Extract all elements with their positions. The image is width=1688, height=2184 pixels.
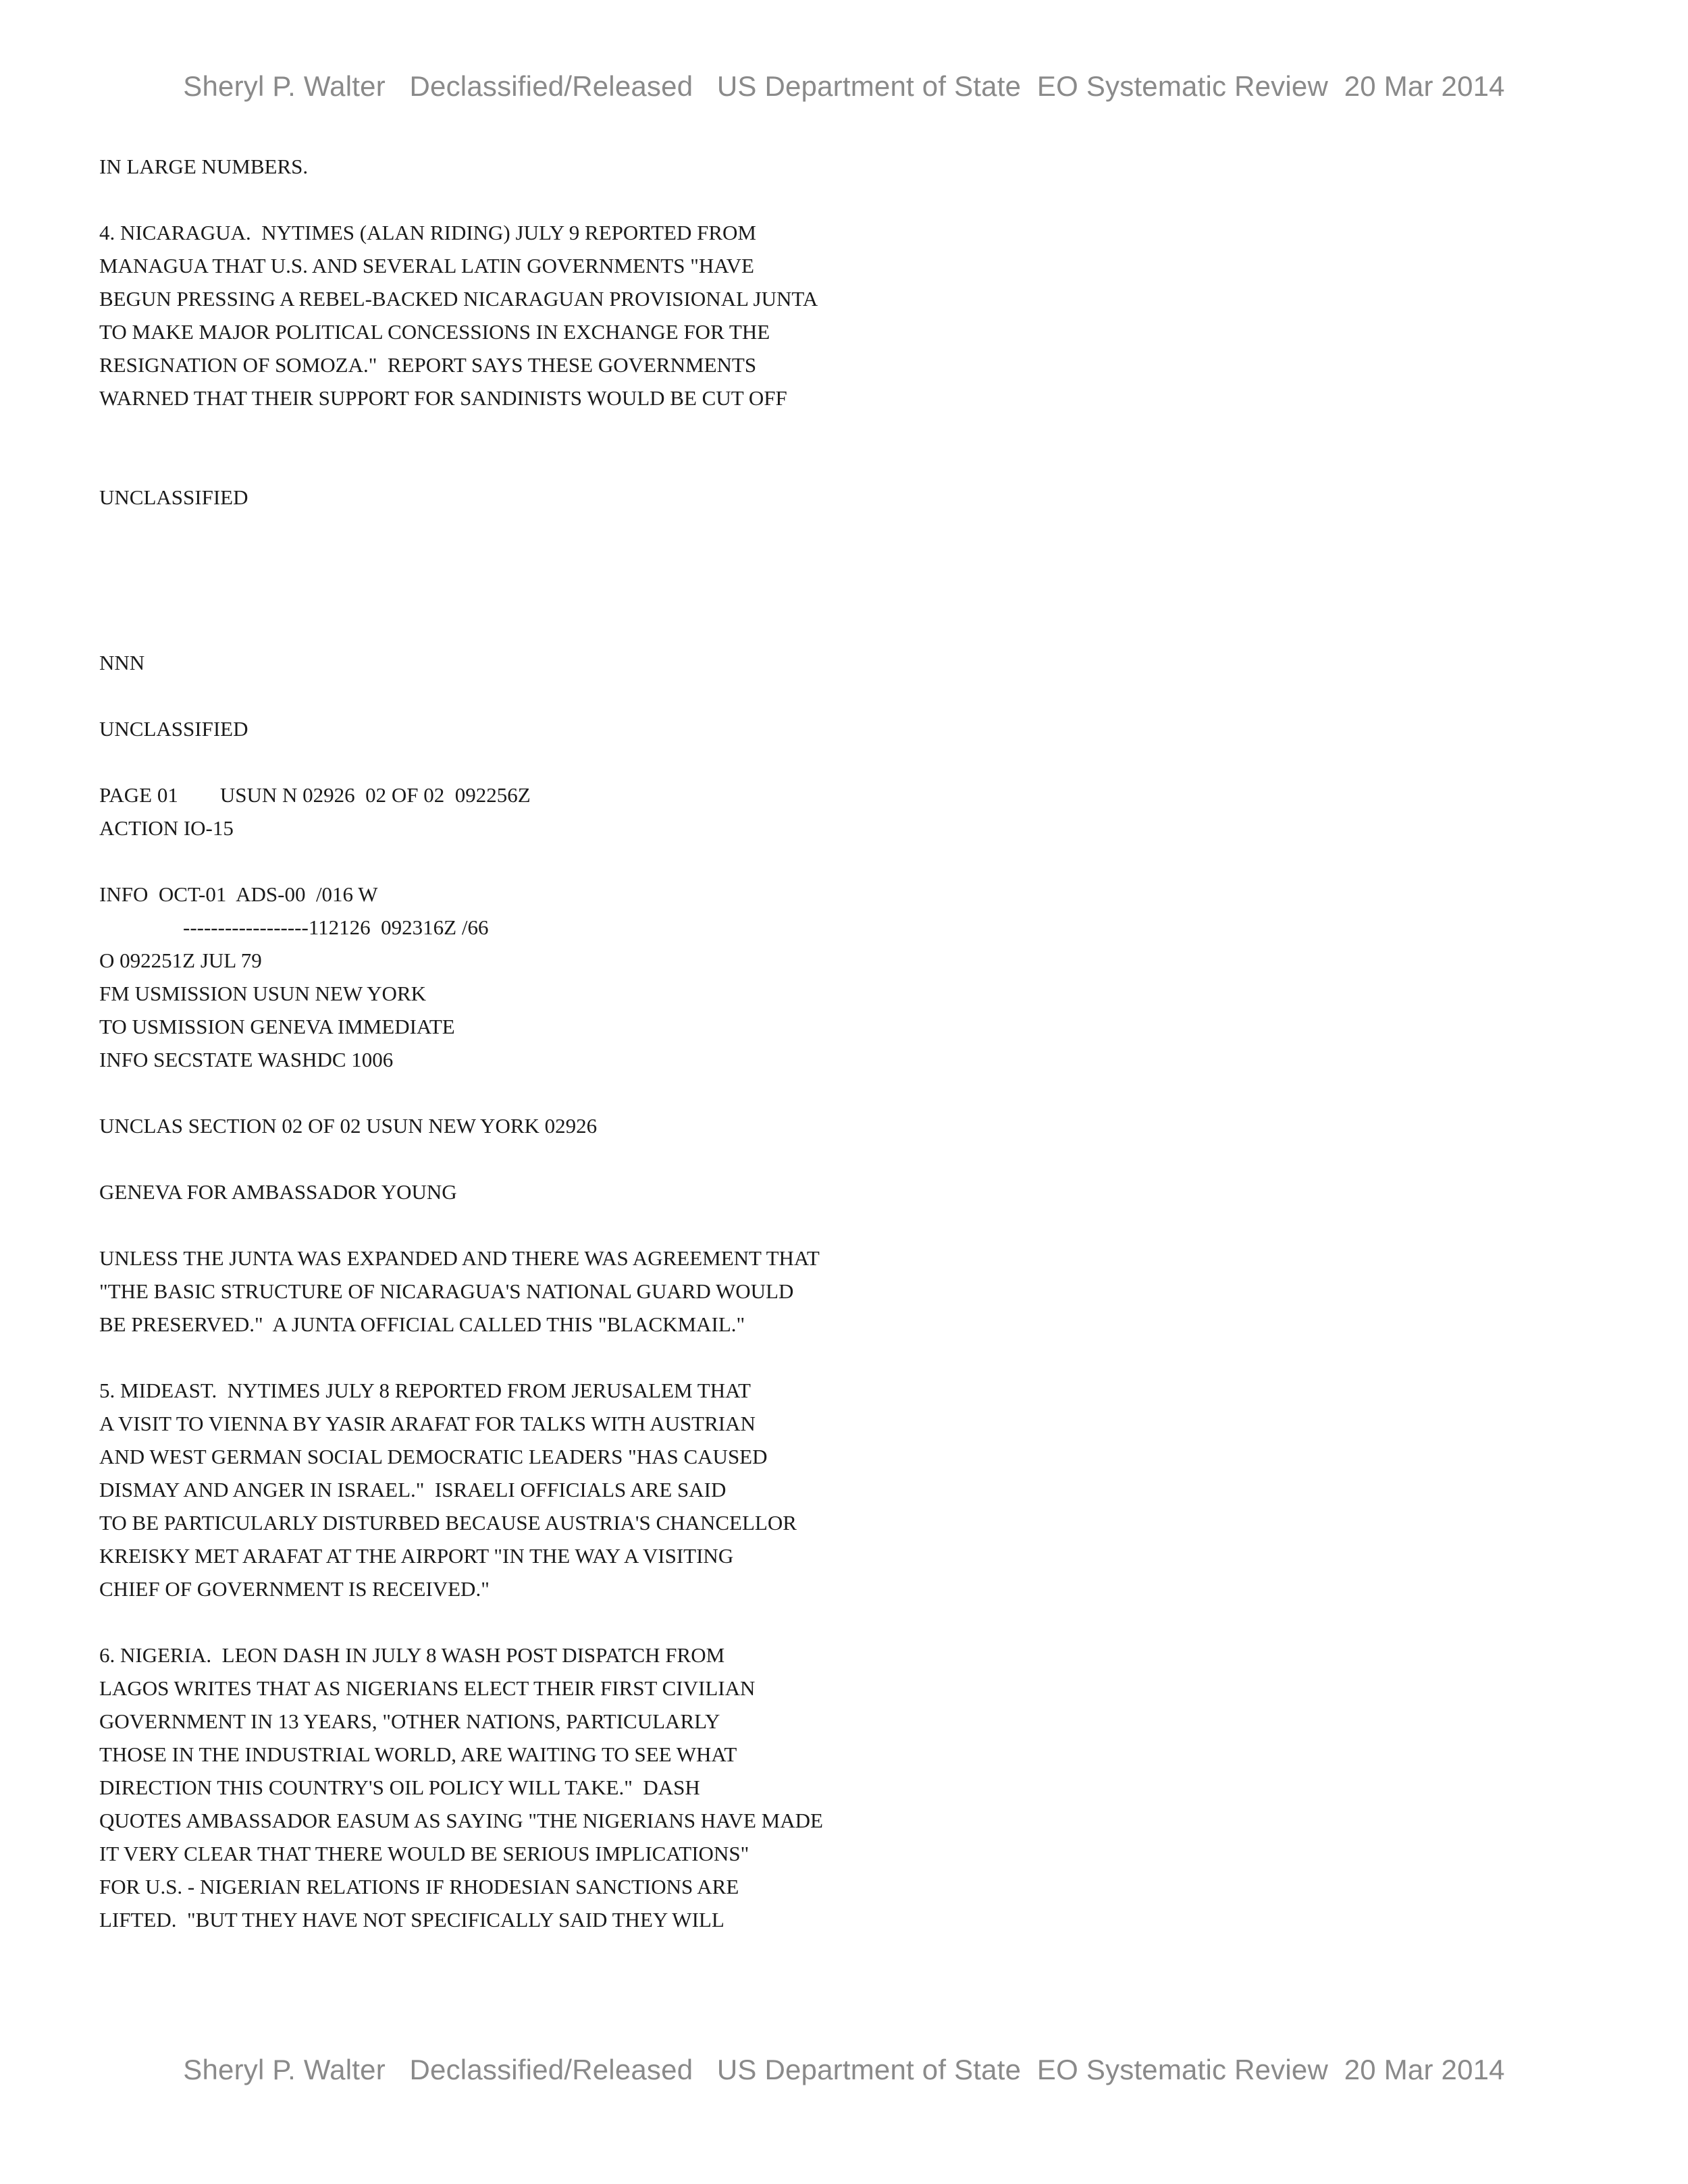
document-line: UNCLASSIFIED	[99, 717, 248, 741]
cable-body-text	[99, 150, 1585, 1936]
blank-line	[99, 1605, 1585, 1639]
document-line: BE PRESERVED." A JUNTA OFFICIAL CALLED THIS "BLACKMAIL."	[99, 1312, 745, 1336]
blank-line	[99, 183, 1585, 216]
document-line: LAGOS WRITES THAT AS NIGERIANS ELECT THEIR FIRST CIVILIAN	[99, 1676, 756, 1700]
document-line: RESIGNATION OF SOMOZA." REPORT SAYS THESE GOVERNMENTS	[99, 353, 757, 377]
document-line: DIRECTION THIS COUNTRY'S OIL POLICY WILL TAKE." DASH	[99, 1776, 700, 1799]
document-line: DISMAY AND ANGER IN ISRAEL." ISRAELI OFFICIALS ARE SAID	[99, 1478, 727, 1501]
blank-line	[99, 580, 1585, 613]
blank-line	[99, 547, 1585, 580]
document-line: AND WEST GERMAN SOCIAL DEMOCRATIC LEADERS "HAS CAUSED	[99, 1445, 768, 1468]
document-line: UNLESS THE JUNTA WAS EXPANDED AND THERE WAS AGREEMENT THAT	[99, 1246, 820, 1270]
document-line: TO MAKE MAJOR POLITICAL CONCESSIONS IN EXCHANGE FOR THE	[99, 320, 770, 344]
blank-line	[99, 1208, 1585, 1242]
document-line: "THE BASIC STRUCTURE OF NICARAGUA'S NATIONAL GUARD WOULD	[99, 1279, 794, 1303]
declassification-stamp-top: Sheryl P. Walter Declassified/Released US Department of State EO Systematic Review 20 Mar 2014	[183, 70, 1505, 102]
document-line: NNN	[99, 651, 145, 674]
document-line: BEGUN PRESSING A REBEL-BACKED NICARAGUAN PROVISIONAL JUNTA	[99, 287, 818, 311]
document-line: KREISKY MET ARAFAT AT THE AIRPORT "IN THE WAY A VISITING	[99, 1544, 734, 1568]
blank-line	[99, 745, 1585, 778]
blank-line	[99, 1341, 1585, 1374]
document-line: 4. NICARAGUA. NYTIMES (ALAN RIDING) JULY 9 REPORTED FROM	[99, 221, 756, 244]
document-line: LIFTED. "BUT THEY HAVE NOT SPECIFICALLY SAID THEY WILL	[99, 1908, 724, 1932]
document-line: IT VERY CLEAR THAT THERE WOULD BE SERIOUS IMPLICATIONS"	[99, 1842, 749, 1865]
document-line: INFO OCT-01 ADS-00 /016 W	[99, 882, 378, 906]
document-line: GENEVA FOR AMBASSADOR YOUNG	[99, 1180, 457, 1204]
blank-line	[99, 1142, 1585, 1175]
blank-line	[99, 415, 1585, 448]
document-line: CHIEF OF GOVERNMENT IS RECEIVED."	[99, 1577, 490, 1601]
document-line: TO BE PARTICULARLY DISTURBED BECAUSE AUSTRIA'S CHANCELLOR	[99, 1511, 797, 1535]
document-line: 6. NIGERIA. LEON DASH IN JULY 8 WASH POST DISPATCH FROM	[99, 1643, 725, 1667]
blank-line	[99, 514, 1585, 547]
document-line: GOVERNMENT IN 13 YEARS, "OTHER NATIONS, PARTICULARLY	[99, 1709, 720, 1733]
blank-line	[99, 448, 1585, 481]
document-line: QUOTES AMBASSADOR EASUM AS SAYING "THE NIGERIANS HAVE MADE	[99, 1809, 823, 1832]
document-line: PAGE 01 USUN N 02926 02 OF 02 092256Z	[99, 783, 531, 807]
document-line: 5. MIDEAST. NYTIMES JULY 8 REPORTED FROM JERUSALEM THAT	[99, 1379, 751, 1402]
document-line: UNCLAS SECTION 02 OF 02 USUN NEW YORK 02926	[99, 1114, 598, 1138]
document-line: O 092251Z JUL 79	[99, 949, 262, 972]
document-line: UNCLASSIFIED	[99, 485, 248, 509]
document-line: WARNED THAT THEIR SUPPORT FOR SANDINISTS WOULD BE CUT OFF	[99, 386, 787, 410]
blank-line	[99, 613, 1585, 646]
document-line: FOR U.S. - NIGERIAN RELATIONS IF RHODESIAN SANCTIONS ARE	[99, 1875, 739, 1898]
document-line: A VISIT TO VIENNA BY YASIR ARAFAT FOR TALKS WITH AUSTRIAN	[99, 1412, 756, 1435]
blank-line	[99, 679, 1585, 712]
blank-line	[99, 1076, 1585, 1109]
document-line: FM USMISSION USUN NEW YORK	[99, 982, 427, 1005]
document-line: IN LARGE NUMBERS.	[99, 155, 309, 178]
declassification-stamp-bottom: Sheryl P. Walter Declassified/Released US Department of State EO Systematic Review 20 Mar 2014	[183, 2054, 1505, 2085]
document-line: ------------------112126 092316Z /66	[99, 915, 489, 939]
document-line: MANAGUA THAT U.S. AND SEVERAL LATIN GOVERNMENTS "HAVE	[99, 254, 754, 277]
document-line: INFO SECSTATE WASHDC 1006	[99, 1048, 394, 1071]
document-line: TO USMISSION GENEVA IMMEDIATE	[99, 1015, 455, 1038]
document-line: ACTION IO-15	[99, 816, 234, 840]
document-line: THOSE IN THE INDUSTRIAL WORLD, ARE WAITING TO SEE WHAT	[99, 1742, 737, 1766]
blank-line	[99, 845, 1585, 878]
